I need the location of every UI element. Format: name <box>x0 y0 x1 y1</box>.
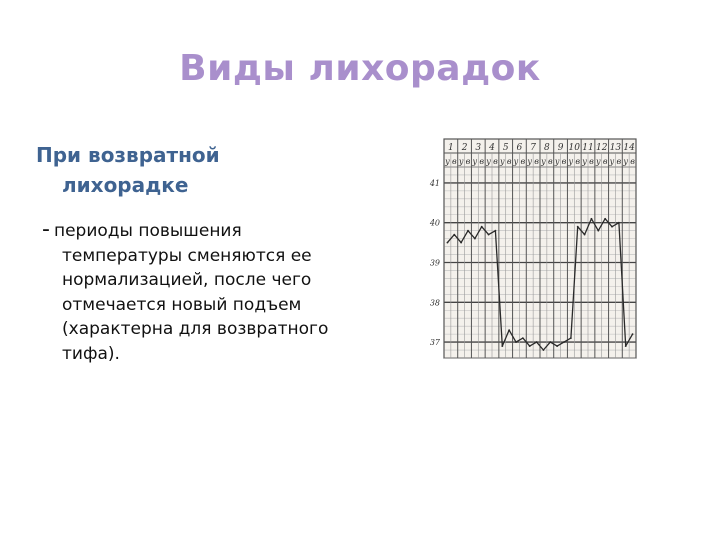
temperature-point <box>488 234 490 236</box>
period-label: в <box>534 157 539 166</box>
period-label: в <box>602 157 608 166</box>
temperature-point <box>632 333 634 335</box>
body-line-4: отмечается новый подъем <box>62 294 302 315</box>
period-label: у <box>445 157 450 166</box>
temperature-point <box>549 341 551 343</box>
temperature-point <box>515 341 517 343</box>
body-line-6: тифа). <box>62 343 120 364</box>
body-line-3: нормализацией, после чего <box>62 270 312 290</box>
period-label: в <box>451 157 457 166</box>
temperature-chart <box>418 136 640 360</box>
period-label: у <box>582 157 587 166</box>
day-number-label: 12 <box>595 143 608 153</box>
period-label: у <box>458 157 464 166</box>
y-tick-label: 41 <box>429 178 440 188</box>
y-tick-label: 40 <box>429 218 440 228</box>
day-number-label: 11 <box>582 143 594 153</box>
y-tick-label: 37 <box>429 338 440 348</box>
day-number-label: 9 <box>557 143 564 153</box>
day-number-label: 14 <box>623 143 635 153</box>
period-label: у <box>486 157 491 166</box>
period-label: в <box>520 157 526 166</box>
temperature-point <box>501 345 503 347</box>
temperature-point <box>543 349 545 351</box>
temperature-point <box>522 337 524 339</box>
period-label: в <box>493 157 498 166</box>
period-label: в <box>589 157 594 166</box>
period-label: у <box>499 157 505 166</box>
temperature-point <box>584 234 586 236</box>
day-number-label: 8 <box>543 143 550 153</box>
temperature-point <box>481 226 483 228</box>
temperature-point <box>529 345 531 347</box>
period-label: в <box>616 157 622 166</box>
y-tick-label: 39 <box>429 258 440 268</box>
period-label: в <box>630 157 635 166</box>
period-label: у <box>595 157 601 166</box>
temperature-point <box>508 329 510 331</box>
temperature-point <box>474 238 476 240</box>
subheading <box>36 140 266 200</box>
temperature-point <box>467 230 469 232</box>
body-line-5: (характерна для возвратного <box>62 319 329 339</box>
y-tick-label: 38 <box>429 298 440 308</box>
temperature-point <box>556 345 558 347</box>
day-number-label: 13 <box>609 143 622 153</box>
temperature-point <box>563 341 565 343</box>
temperature-point <box>460 242 462 244</box>
day-number-label: 4 <box>489 143 495 153</box>
period-label: у <box>513 157 519 166</box>
temperature-point <box>597 230 599 232</box>
period-label: в <box>465 157 471 166</box>
period-label: у <box>623 157 629 166</box>
body-line-1: периоды повышения <box>53 221 242 241</box>
period-label: в <box>547 157 553 166</box>
period-label: у <box>527 157 533 166</box>
temperature-point <box>570 337 572 339</box>
period-label: у <box>541 157 546 166</box>
bullet-dash: - <box>42 217 50 242</box>
temperature-point <box>625 345 627 347</box>
subheading-line-1: При возвратной <box>36 143 220 167</box>
period-label: в <box>575 157 581 166</box>
temperature-point <box>604 218 606 220</box>
day-number-label: 7 <box>530 143 537 153</box>
period-label: у <box>472 157 478 166</box>
temperature-point <box>591 218 593 220</box>
period-label: у <box>554 157 560 166</box>
period-label: в <box>561 157 567 166</box>
day-number-label: 1 <box>447 143 454 153</box>
temperature-point <box>577 226 579 228</box>
period-label: у <box>609 157 615 166</box>
subheading-line-2: лихорадке <box>62 173 189 197</box>
period-label: в <box>479 157 485 166</box>
temperature-point <box>618 222 620 224</box>
period-label: у <box>568 157 574 166</box>
day-number-label: 2 <box>461 143 468 153</box>
temperature-point <box>495 230 497 232</box>
description-paragraph <box>36 218 376 366</box>
body-line-2: температуры сменяются ее <box>62 245 312 266</box>
period-label: в <box>506 157 512 166</box>
day-number-label: 6 <box>516 143 523 153</box>
day-number-label: 5 <box>502 143 509 153</box>
temperature-point <box>536 341 538 343</box>
temperature-point <box>611 226 613 228</box>
temperature-point <box>453 234 455 236</box>
slide-title: Виды лихорадок <box>179 48 541 89</box>
day-number-label: 3 <box>475 143 482 153</box>
temperature-chart-svg <box>418 136 640 360</box>
temperature-point <box>447 242 449 244</box>
day-number-label: 10 <box>568 143 581 153</box>
